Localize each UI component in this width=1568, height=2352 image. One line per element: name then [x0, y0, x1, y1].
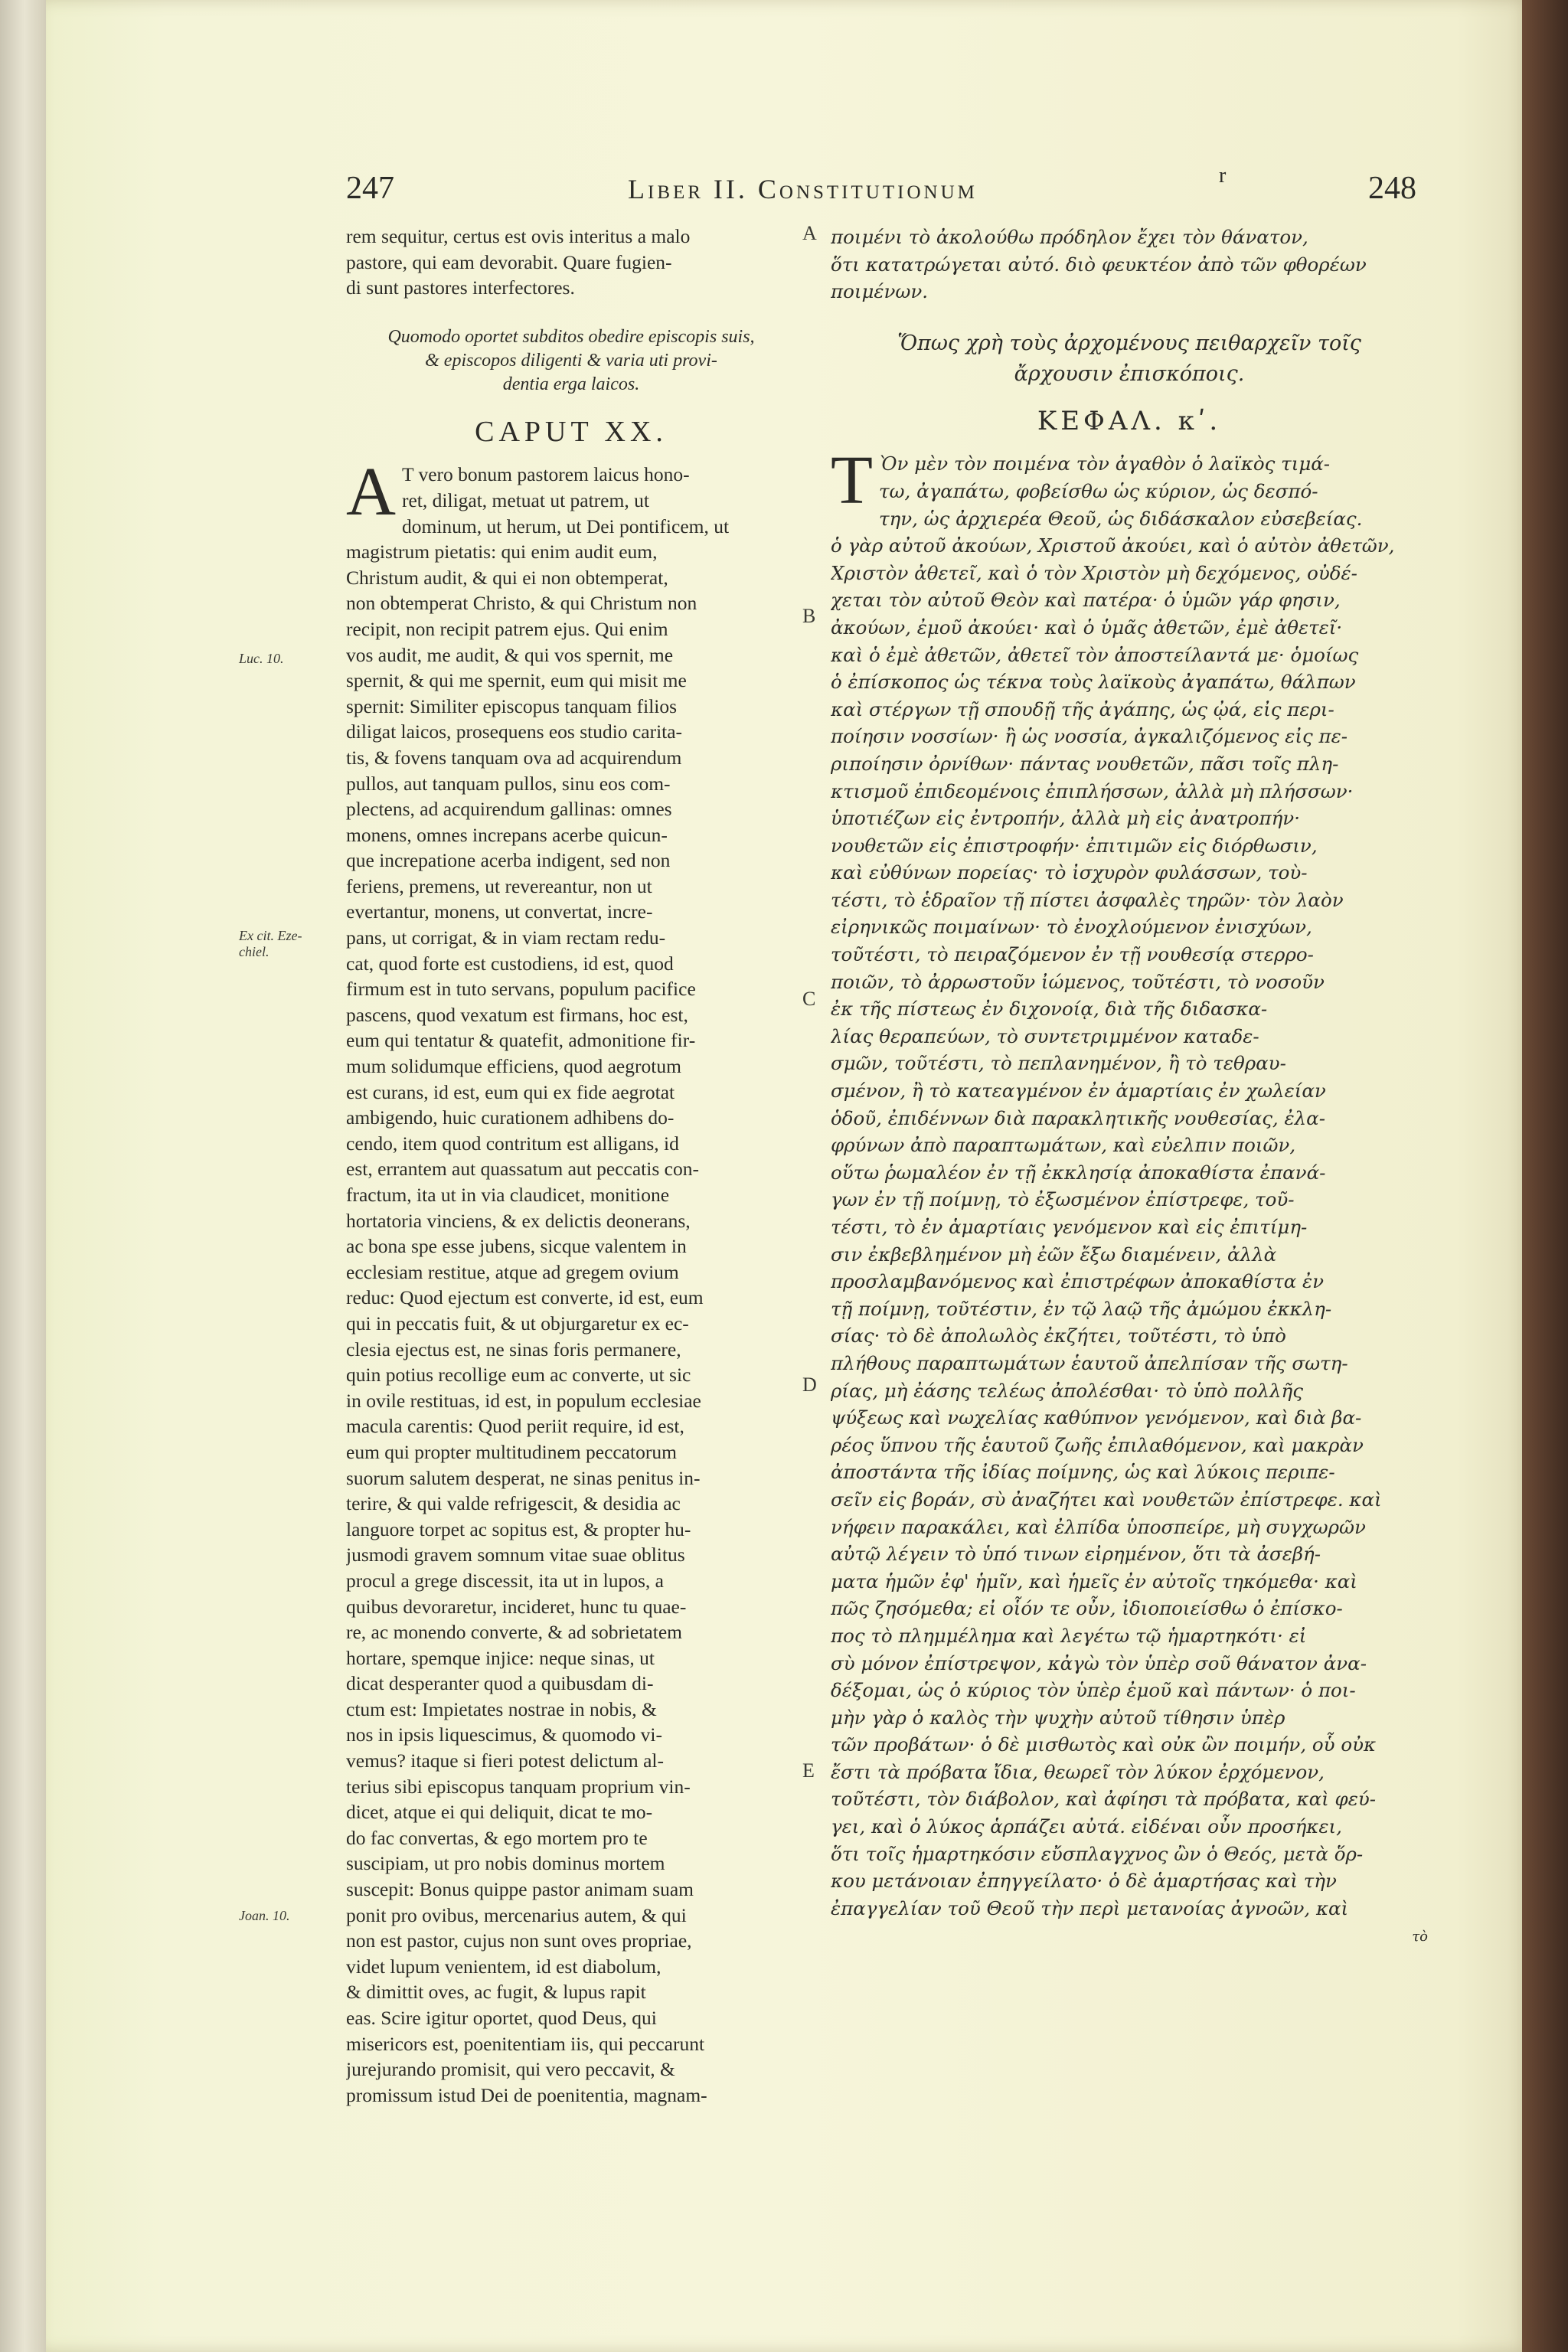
latin-body-line: ecclesiam restitue, atque ad gregem ovium	[346, 1260, 679, 1283]
latin-body-line: suorum salutem desperat, ne sinas penitus in-	[346, 1466, 701, 1489]
latin-body-line: eum qui propter multitudinem peccatorum	[346, 1440, 677, 1463]
latin-body-line: suscipiam, ut pro nobis dominus mortem	[346, 1852, 665, 1875]
latin-body-line: hortatoria vinciens, & ex delictis deonerans,	[346, 1209, 691, 1232]
latin-body-line: in ovile restituas, id est, in populum ecclesiae	[346, 1389, 701, 1412]
margin-note-ezech: Ex cit. Eze-chiel.	[239, 928, 302, 959]
greek-body-line: τοῦτέστι, τὸ πειραζόμενον ἐν τῇ νουθεσίᾳ στερρο-	[831, 943, 1314, 966]
greek-body-line: ἀκούων, ἐμοῦ ἀκούει· καὶ ὁ ὑμᾶς ἀθετῶν, ἐμὲ ἀθετεῖ·	[831, 616, 1343, 639]
latin-body-line: jusmodi gravem somnum vitae suae oblitus	[346, 1544, 685, 1566]
latin-body-line: pascens, quod vexatum est firmans, hoc est,	[346, 1003, 688, 1026]
latin-body-line: monens, omnes increpans acerbe quicun-	[346, 823, 668, 846]
greek-body-line: εἰρηνικῶς ποιμαίνων· τὸ ἐνοχλούμενον ἐνισχύων,	[831, 916, 1312, 939]
latin-body-line: recipit, non recipit patrem ejus. Qui enim	[346, 617, 668, 640]
latin-intro	[346, 224, 796, 301]
section-letter-d: D	[802, 1374, 817, 1396]
latin-body-line: non est pastor, cujus non sunt oves propriae,	[346, 1929, 692, 1952]
latin-body-line: qui in peccatis fuit, & ut objurgaretur ex ec-	[346, 1312, 689, 1334]
latin-body-line: fractum, ita ut in via claudicet, monitione	[346, 1184, 670, 1206]
latin-body-line: plectens, ad acquirendum gallinas: omnes	[346, 798, 672, 821]
latin-body-line: misericors est, poenitentiam iis, qui peccarunt	[346, 2032, 705, 2055]
latin-body-line: magistrum pietatis: qui enim audit eum,	[346, 541, 658, 564]
greek-body-line: ἐπαγγελίαν τοῦ Θεοῦ τὴν περὶ μετανοίας ἀγνοῶν, καὶ	[831, 1896, 1349, 1919]
greek-body-line: ρίας, μὴ ἐάσης τελέως ἀπολέσθαι· τὸ ὑπὸ πολλῆς	[831, 1379, 1303, 1402]
latin-body-line: T vero bonum pastorem laicus hono-	[402, 463, 690, 486]
latin-body-line: que increpatione acerba indigent, sed non	[346, 849, 671, 872]
latin-body	[346, 454, 796, 2108]
greek-body	[831, 443, 1428, 1922]
greek-body-line: νήφειν παρακάλει, καὶ ἐλπίδα ὑποσπείρε, μὴ συγχωρῶν	[831, 1515, 1366, 1538]
caput-heading: CAPUT XX.	[475, 415, 668, 448]
section-letter-a: A	[802, 222, 817, 244]
catchword: τὸ	[1412, 1929, 1428, 1945]
latin-body-line: dicat desperanter quod a quibusdam di-	[346, 1672, 654, 1695]
greek-body-line: ὁ γὰρ αὐτοῦ ἀκούων, Χριστοῦ ἀκούει, καὶ ὁ αὐτὸν ἀθετῶν,	[831, 534, 1395, 557]
running-head	[337, 164, 1424, 216]
greek-intro	[831, 224, 1428, 305]
latin-body-line: macula carentis: Quod periit require, id est,	[346, 1415, 684, 1438]
greek-body-line: πος τὸ πλημμέλημα καὶ λεγέτω τῷ ἡμαρτηκότι· εἰ	[831, 1624, 1307, 1647]
latin-body-line: Christum audit, & qui ei non obtemperat,	[346, 566, 668, 589]
latin-body-line: diligat laicos, prosequens eos studio carita-	[346, 720, 683, 743]
latin-body-lines	[346, 454, 796, 2108]
latin-body-line: terire, & qui valde refrigescit, & desidia ac	[346, 1492, 681, 1515]
latin-body-line: suscepit: Bonus quippe pastor animam suam	[346, 1878, 694, 1901]
greek-intro-line: ποιμένι τὸ ἀκολούθω πρόδηλον ἔχει τὸν θάνατον,	[831, 226, 1308, 248]
running-mark: r	[1219, 164, 1227, 188]
latin-dropcap: A	[346, 454, 396, 531]
latin-body-line: mum solidumque efficiens, quod aegrotum	[346, 1055, 681, 1078]
latin-body-line: procul a grege discessit, ita ut in lupos, a	[346, 1569, 664, 1592]
latin-body-line: quibus devoraretur, incideret, hunc tu quae-	[346, 1595, 687, 1618]
section-letter-b: B	[802, 605, 816, 627]
latin-body-line: dominum, ut herum, ut Dei pontificem, ut	[402, 514, 730, 537]
greek-body-line: οὕτω ῥωμαλέον ἐν τῇ ἐκκλησίᾳ ἀποκαθίστα ἐπανά-	[831, 1161, 1326, 1184]
latin-body-line: ac bona spe esse jubens, sicque valentem in	[346, 1235, 687, 1258]
greek-body-line: σὺ μόνον ἐπίστρεψον, κἀγὼ τὸν ὑπὲρ σοῦ θάνατον ἀνα-	[831, 1651, 1367, 1674]
latin-body-line: pullos, aut tanquam pullos, sinu eos com-	[346, 772, 671, 795]
greek-body-line: ποιῶν, τὸ ἀρρωστοῦν ἰώμενος, τοῦτέστι, τὸ νοσοῦν	[831, 970, 1325, 993]
greek-body-lines	[831, 443, 1428, 1922]
latin-summary-line: & episcopos diligenti & varia uti provi-	[425, 350, 717, 371]
latin-body-line: ret, diligat, metuat ut patrem, ut	[402, 488, 649, 511]
greek-body-line: φρύνων ἀπὸ παραπτωμάτων, καὶ εὐελπιν ποιῶν,	[831, 1134, 1296, 1157]
greek-body-line: κτισμοῦ ἐπιδεομένοις ἐπιπλήσσων, ἀλλὰ μὴ πλήσσων·	[831, 779, 1354, 802]
greek-body-line: νουθετῶν εἰς ἐπιστροφήν· ἐπιτιμῶν εἰς διόρθωσιν,	[831, 834, 1318, 857]
greek-body-line: ματα ἡμῶν ἐφ' ἡμῖν, καὶ ἡμεῖς ἐν αὐτοῖς τηκόμεθα· καὶ	[831, 1570, 1357, 1592]
greek-summary-line: Ὅπως χρὴ τοὺς ἀρχομένους πειθαρχεῖν τοῖς	[897, 331, 1361, 355]
section-letter-e: E	[802, 1759, 815, 1782]
latin-intro-line: di sunt pastores interfectores.	[346, 276, 575, 299]
latin-body-line: videt lupum venientem, id est diabolum,	[346, 1955, 662, 1978]
latin-body-line: vos audit, me audit, & qui vos spernit, me	[346, 643, 674, 666]
greek-body-line: μὴν γὰρ ὁ καλὸς τὴν ψυχὴν αὐτοῦ τίθησιν ὑπὲρ	[831, 1706, 1285, 1729]
latin-body-line: est curans, id est, eum qui ex fide aegrotat	[346, 1080, 675, 1103]
greek-body-line: ψύξεως καὶ νωχελίας καθύπνον γενόμενον, καὶ διὰ βα-	[831, 1406, 1362, 1429]
running-title: Liber II. Constitutionum	[628, 174, 978, 204]
greek-body-line: Ὸν μὲν τὸν ποιμένα τὸν ἀγαθὸν ὁ λαϊκὸς τιμά-	[878, 452, 1331, 475]
greek-dropcap: Τ	[831, 443, 873, 519]
latin-body-line: nos in ipsis liquescimus, & quomodo vi-	[346, 1723, 662, 1746]
greek-body-line: αὐτῷ λέγειν τὸ ὑπό τινων εἰρημένον, ὅτι τὰ ἀσεβή-	[831, 1543, 1321, 1566]
latin-body-line: quin potius recollige eum ac converte, ut sic	[346, 1364, 691, 1387]
greek-body-line: ὁδοῦ, ἐπιδέννων διὰ παρακλητικῆς νουθεσίας, ἐλα-	[831, 1106, 1325, 1129]
latin-summary-line: Quomodo oportet subditos obedire episcopis suis,	[387, 326, 755, 347]
greek-body-line: Χριστὸν ἀθετεῖ, καὶ ὁ τὸν Χριστὸν μὴ δεχόμενος, οὐδέ-	[831, 561, 1357, 584]
greek-body-line: σμένον, ἢ τὸ κατεαγμένον ἐν ἁμαρτίαις ἐν χωλείαν	[831, 1080, 1326, 1102]
folio-left: 247	[346, 171, 394, 206]
greek-body-line: σεῖν εἰς βοράν, σὺ ἀναζήτει καὶ νουθετῶν ἐπίστρεφε. καὶ	[831, 1488, 1382, 1511]
latin-body-line: languore torpet ac sopitus est, & propter hu-	[346, 1517, 691, 1540]
greek-body-line: καὶ εὐθύνων πορείας· τὸ ἰσχυρὸν φυλάσσων, τοὺ-	[831, 861, 1308, 884]
latin-body-line: clesia ejectus est, ne sinas foris permanere,	[346, 1338, 681, 1361]
greek-summary-line: ἄρχουσιν ἐπισκόποις.	[1014, 361, 1245, 386]
greek-body-line: καὶ ὁ ἐμὲ ἀθετῶν, ἀθετεῖ τὸν ἀποστείλαντά με· ὁμοίως	[831, 643, 1359, 666]
latin-body-line: cendo, item quod contritum est alligans, id	[346, 1132, 679, 1155]
latin-body-line: promissum istud Dei de poenitentia, magnam-	[346, 2083, 707, 2106]
greek-body-line: ὁ ἐπίσκοπος ὡς τέκνα τοὺς λαϊκοὺς ἀγαπάτω, θάλπων	[831, 671, 1356, 694]
latin-body-line: terius sibi episcopus tanquam proprium vin-	[346, 1775, 691, 1798]
latin-body-line: spernit: Similiter episcopus tanquam filios	[346, 694, 678, 717]
latin-body-line: cat, quod forte est custodiens, id est, quod	[346, 952, 674, 975]
greek-body-line: την, ὡς ἀρχιερέα Θεοῦ, ὡς διδάσκαλον εὐσεβείας.	[878, 507, 1363, 530]
kephal-heading: ΚΕΦΑΛ. κʹ.	[1037, 405, 1222, 436]
greek-body-line: ὅτι τοῖς ἡμαρτηκόσιν εὔσπλαγχνος ὢν ὁ Θεός, μετὰ ὅρ-	[831, 1842, 1364, 1865]
latin-body-line: & dimittit oves, ac fugit, & lupus rapit	[346, 1981, 646, 2004]
greek-body-line: λίας θεραπεύων, τὸ συντετριμμένον καταδε-	[831, 1024, 1259, 1047]
greek-intro-line: ὅτι κατατρώγεται αὐτό. διὸ φευκτέον ἀπὸ τῶν φθορέων	[831, 253, 1367, 276]
greek-body-line: τω, ἀγαπάτω, φοβείσθω ὡς κύριον, ὡς δεσπό-	[878, 479, 1318, 502]
greek-body-line: ρέος ὕπνου τῆς ἑαυτοῦ ζωῆς ἐπιλαθόμενον, καὶ μακρὰν	[831, 1433, 1364, 1456]
latin-summary-line: dentia erga laicos.	[502, 374, 640, 394]
greek-body-line: πῶς ζησόμεθα; εἰ οἷόν τε οὖν, ἰδιοποιείσθω ὁ ἐπίσκο-	[831, 1597, 1343, 1620]
greek-body-line: ὑποτιέζων εἰς ἐντροπήν, ἀλλὰ μὴ εἰς ἀνατροπήν·	[831, 807, 1300, 830]
latin-body-line: eum qui tentatur & quatefit, admonitione fir-	[346, 1029, 696, 1052]
greek-body-line: ριποίησιν ὀρνίθων· πάντας νουθετῶν, πᾶσι τοῖς πλη-	[831, 752, 1339, 775]
latin-body-line: hortare, spemque injice: neque sinas, ut	[346, 1646, 655, 1669]
greek-body-line: καὶ στέργων τῇ σπουδῇ τῆς ἀγάπης, ὡς ᾠά, εἰς περι-	[831, 697, 1334, 720]
latin-body-line: reduc: Quod ejectum est converte, id est, eum	[346, 1286, 704, 1309]
latin-body-line: jurejurando promisit, qui vero peccavit, &	[346, 2058, 675, 2081]
book-binding	[1522, 0, 1568, 2352]
latin-body-line: pans, ut corrigat, & in viam rectam redu-	[346, 926, 666, 949]
greek-body-line: δέξομαι, ὡς ὁ κύριος τὸν ὑπὲρ ἐμοῦ καὶ πάντων· ὁ ποι-	[831, 1679, 1356, 1702]
greek-body-line: τέστι, τὸ ἑδραῖον τῇ πίστει ἀσφαλὲς τηρῶν· τὸν λαὸν	[831, 888, 1344, 911]
latin-body-line: est, errantem aut quassatum aut peccatis con-	[346, 1158, 699, 1181]
latin-body-line: ponit pro ovibus, mercenarius autem, & qui	[346, 1903, 687, 1926]
latin-body-line: ctum est: Impietates nostrae in nobis, &	[346, 1697, 657, 1720]
greek-body-line: προσλαμβανόμενος καὶ ἐπιστρέφων ἀποκαθίστα ἐν	[831, 1270, 1325, 1293]
latin-body-line: vemus? itaque si fieri potest delictum al-	[346, 1749, 664, 1772]
section-letter-c: C	[802, 988, 816, 1010]
greek-body-line: πλήθους παραπτωμάτων ἑαυτοῦ ἀπελπίσαν τῆς σωτη-	[831, 1351, 1348, 1374]
latin-body-line: feriens, premens, ut revereantur, non ut	[346, 874, 652, 897]
margin-note-luc: Luc. 10.	[239, 651, 284, 666]
greek-body-line: τοῦτέστι, τὸν διάβολον, καὶ ἀφίησι τὰ πρόβατα, καὶ φεύ-	[831, 1788, 1377, 1811]
latin-body-line: evertantur, monens, ut convertat, incre-	[346, 900, 653, 923]
greek-body-line: χεται τὸν αὐτοῦ Θεὸν καὶ πατέρα· ὁ ὑμῶν γάρ φησιν,	[831, 589, 1341, 612]
greek-chapter-summary	[831, 328, 1428, 390]
latin-body-line: eas. Scire igitur oportet, quod Deus, qui	[346, 2007, 657, 2029]
greek-body-line: ποίησιν νοσσίων· ἢ ὡς νοσσία, ἀγκαλιζόμενος εἰς πε-	[831, 725, 1348, 748]
latin-body-line: spernit, & qui me spernit, eum qui misit me	[346, 669, 687, 692]
latin-body-line: ambigendo, huic curationem adhibens do-	[346, 1106, 675, 1129]
greek-body-line: σίας· τὸ δὲ ἀπολωλὸς ἐκζήτει, τοῦτέστι, τὸ ὑπὸ	[831, 1325, 1286, 1348]
latin-body-line: firmum est in tuto servans, populum pacifice	[346, 978, 696, 1001]
latin-column	[346, 224, 796, 2108]
latin-intro-line: pastore, qui eam devorabit. Quare fugien-	[346, 250, 672, 273]
margin-note-joan: Joan. 10.	[239, 1908, 290, 1923]
latin-body-line: dicet, atque ei qui deliquit, dicat te mo-	[346, 1801, 653, 1824]
greek-body-line: τέστι, τὸ ἐν ἁμαρτίαις γενόμενον καὶ εἰς ἐπιτίμη-	[831, 1216, 1308, 1238]
greek-body-line: σιν ἐκβεβλημένον μὴ ἐῶν ἔξω διαμένειν, ἀλλὰ	[831, 1243, 1277, 1266]
greek-column	[831, 224, 1428, 1951]
greek-body-line: ἔστι τὰ πρόβατα ἴδια, θεωρεῖ τὸν λύκον ἐρχόμενον,	[831, 1760, 1325, 1783]
greek-body-line: ἀποστάντα τῆς ἰδίας ποίμνης, ὡς καὶ λύκοις περιπε-	[831, 1461, 1335, 1484]
latin-body-line: re, ac monendo converte, & ad sobrietatem	[346, 1621, 682, 1644]
latin-chapter-summary	[346, 325, 796, 397]
latin-intro-line: rem sequitur, certus est ovis interitus a malo	[346, 225, 691, 247]
greek-body-line: κου μετάνοιαν ἐπηγγείλατο· ὁ δὲ ἁμαρτήσας καὶ τὴν	[831, 1870, 1337, 1893]
greek-body-line: τῇ ποίμνῃ, τοῦτέστιν, ἐν τῷ λαῷ τῆς ἀμώμου ἐκκλη-	[831, 1297, 1332, 1320]
greek-body-line: γει, καὶ ὁ λύκος ἁρπάζει αὐτά. εἰδέναι οὖν προσήκει,	[831, 1815, 1342, 1838]
folio-right: 248	[1368, 171, 1416, 206]
latin-body-line: tis, & fovens tanquam ova ad acquirendum	[346, 746, 682, 769]
greek-body-line: σμῶν, τοῦτέστι, τὸ πεπλανημένον, ἢ τὸ τεθραυ-	[831, 1052, 1286, 1075]
latin-body-line: do fac convertas, & ego mortem pro te	[346, 1826, 648, 1849]
greek-body-line: ἐκ τῆς πίστεως ἐν διχονοίᾳ, διὰ τῆς διδασκα-	[831, 998, 1268, 1021]
greek-body-line: γων ἐν τῇ ποίμνῃ, τὸ ἐξωσμένον ἐπίστρεφε, τοῦ-	[831, 1188, 1295, 1211]
greek-intro-line: ποιμένων.	[831, 280, 929, 303]
latin-body-line: non obtemperat Christo, & qui Christum non	[346, 592, 697, 615]
greek-body-line: τῶν προβάτων· ὁ δὲ μισθωτὸς καὶ οὐκ ὢν ποιμήν, οὗ οὐκ	[831, 1733, 1377, 1756]
